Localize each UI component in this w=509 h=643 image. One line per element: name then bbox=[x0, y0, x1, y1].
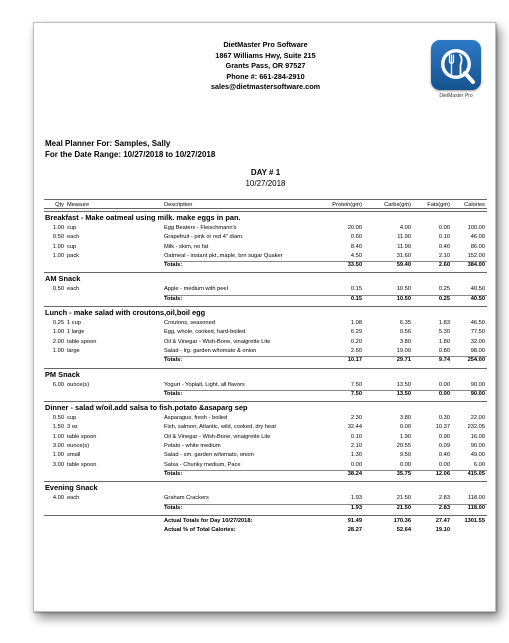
planner-client: Meal Planner For: Samples, Sally bbox=[45, 139, 171, 148]
totals-carbs: 59.40 bbox=[396, 262, 411, 269]
totals-calories: 384.00 bbox=[467, 262, 485, 269]
food-row bbox=[44, 328, 487, 337]
actual-totals-row bbox=[44, 517, 487, 526]
item-qty: 6.00 bbox=[52, 381, 64, 388]
item-protein: 0.60 bbox=[350, 234, 362, 241]
table-header bbox=[44, 199, 487, 209]
totals-protein: 33.50 bbox=[347, 262, 362, 269]
food-row bbox=[44, 381, 487, 390]
totals-fats: 2.83 bbox=[438, 504, 450, 511]
item-carbs: 21.50 bbox=[396, 495, 411, 502]
totals-fats: 9.74 bbox=[438, 357, 450, 364]
meal-totals-row bbox=[44, 470, 487, 479]
meal-section bbox=[44, 211, 487, 270]
meal-totals-row bbox=[44, 504, 487, 513]
food-row bbox=[44, 252, 487, 261]
item-measure: cup bbox=[67, 415, 77, 422]
item-carbs: 19.00 bbox=[396, 347, 411, 354]
totals-label: Totals: bbox=[164, 470, 183, 477]
item-description: Oil & Vinegar - Wish-Bone, vinaigrette Lite bbox=[164, 433, 271, 440]
item-measure: small bbox=[67, 452, 81, 459]
meal-title: Dinner - salad w/oil.add salsa to fish.potato &asaparg sep bbox=[45, 403, 248, 413]
item-description: Grapefruit - pink or red 4" diam. bbox=[164, 234, 244, 241]
item-description: Apple - medium with peel bbox=[164, 286, 228, 293]
item-calories: 77.50 bbox=[470, 329, 485, 336]
item-fats: 0.10 bbox=[438, 234, 450, 241]
item-protein: 7.50 bbox=[350, 381, 362, 388]
item-protein: 0.00 bbox=[350, 461, 362, 468]
food-row bbox=[44, 243, 487, 252]
item-calories: 90.00 bbox=[470, 443, 485, 450]
item-fats: 0.25 bbox=[438, 286, 450, 293]
item-fats: 0.00 bbox=[438, 381, 450, 388]
totals-protein: 10.17 bbox=[347, 357, 362, 364]
item-protein: 0.20 bbox=[350, 338, 362, 345]
item-carbs: 20.55 bbox=[396, 443, 411, 450]
totals-protein: 7.50 bbox=[350, 390, 362, 397]
item-protein: 8.40 bbox=[350, 243, 362, 250]
meals-list bbox=[44, 211, 487, 513]
item-qty: 3.00 bbox=[52, 461, 64, 468]
actual-totals-label: Actual Totals for Day 10/27/2018: bbox=[164, 517, 253, 524]
totals-fats: 0.00 bbox=[438, 390, 450, 397]
column-header-fats: Fats(gm) bbox=[427, 202, 450, 208]
meal-table bbox=[44, 199, 487, 535]
item-protein: 20.00 bbox=[347, 225, 362, 231]
dietmaster-logo bbox=[428, 40, 484, 102]
item-measure: cup bbox=[67, 243, 77, 250]
item-measure: each bbox=[67, 286, 80, 293]
item-protein: 2.60 bbox=[350, 347, 362, 354]
food-row bbox=[44, 285, 487, 294]
column-header-qty: Qty bbox=[55, 202, 64, 208]
item-qty: 2.00 bbox=[52, 338, 64, 345]
planner-range: For the Date Range: 10/27/2018 to 10/27/2018 bbox=[45, 150, 216, 159]
item-measure: large bbox=[67, 347, 80, 354]
totals-calories: 254.00 bbox=[467, 357, 485, 364]
totals-fats: 12.06 bbox=[435, 470, 450, 477]
item-fats: 5.30 bbox=[438, 329, 450, 336]
item-carbs: 1.90 bbox=[399, 433, 411, 440]
meal-totals-row bbox=[44, 295, 487, 304]
meal-title: Lunch - make salad with croutons,oil,boil egg bbox=[45, 308, 206, 318]
item-calories: 98.00 bbox=[470, 347, 485, 354]
item-protein: 1.08 bbox=[350, 320, 362, 327]
totals-protein: 0.15 bbox=[350, 295, 362, 302]
food-row bbox=[44, 338, 487, 347]
food-row bbox=[44, 233, 487, 242]
item-measure: 1 large bbox=[67, 329, 85, 336]
item-calories: 22.00 bbox=[470, 415, 485, 422]
item-description: Potato - white medium bbox=[164, 443, 221, 450]
food-row bbox=[44, 442, 487, 451]
item-measure: table spoon bbox=[67, 433, 97, 440]
column-header-carbs: Carbs(gm) bbox=[384, 202, 411, 208]
item-description: Graham Crackers bbox=[164, 495, 209, 502]
meal-title: Evening Snack bbox=[45, 483, 98, 493]
percent-fats: 19.10 bbox=[435, 527, 450, 534]
item-calories: 232.05 bbox=[467, 424, 485, 431]
item-fats: 0.09 bbox=[438, 443, 450, 450]
item-measure: table spoon bbox=[67, 461, 97, 468]
item-measure: cup bbox=[67, 225, 77, 231]
day-title: DAY # 1 bbox=[250, 168, 281, 177]
item-qty: 1.00 bbox=[52, 225, 64, 231]
company-phone: Phone #: 661-284-2910 bbox=[226, 71, 305, 81]
food-row bbox=[44, 423, 487, 432]
item-protein: 4.50 bbox=[350, 252, 362, 259]
company-city: Grants Pass, OR 97527 bbox=[225, 61, 306, 71]
item-description: Egg Beaters - Fleischmann's bbox=[164, 225, 237, 231]
actual-calories: 1301.55 bbox=[464, 517, 485, 524]
item-measure: each bbox=[67, 495, 80, 502]
column-header-calories: Calories bbox=[464, 202, 485, 208]
totals-label: Totals: bbox=[164, 357, 183, 364]
percent-calories-row bbox=[44, 526, 487, 535]
totals-calories: 40.50 bbox=[470, 295, 485, 302]
item-measure: each bbox=[67, 234, 80, 241]
day-date: 10/27/2018 bbox=[245, 178, 286, 188]
food-row bbox=[44, 224, 487, 233]
item-measure: table spoon bbox=[67, 338, 97, 345]
item-carbs: 4.00 bbox=[399, 225, 411, 231]
item-qty: 0.50 bbox=[52, 286, 64, 293]
item-qty: 3.00 bbox=[52, 443, 64, 450]
item-description: Asparagus, fresh - boiled bbox=[164, 415, 228, 422]
company-email: sales@dietmastersoftware.com bbox=[210, 82, 321, 92]
totals-carbs: 13.50 bbox=[396, 390, 411, 397]
item-calories: 152.00 bbox=[467, 252, 485, 259]
logo-caption: DietMaster Pro bbox=[439, 93, 473, 99]
item-qty: 1.00 bbox=[52, 329, 64, 336]
item-carbs: 3.80 bbox=[399, 338, 411, 345]
totals-carbs: 35.75 bbox=[396, 470, 411, 477]
item-carbs: 3.80 bbox=[399, 415, 411, 422]
item-calories: 100.00 bbox=[467, 225, 485, 231]
item-calories: 40.50 bbox=[470, 286, 485, 293]
item-calories: 6.00 bbox=[473, 461, 485, 468]
item-carbs: 11.90 bbox=[397, 234, 411, 241]
meal-title: Breakfast - Make oatmeal using milk. make eggs in pan. bbox=[45, 213, 241, 222]
item-description: Yogurt - Yoplait, Light, all flavors bbox=[164, 381, 245, 388]
item-description: Fish, salmon, Atlantic, wild, cooked, dry heat bbox=[164, 424, 276, 431]
actual-fats: 27.47 bbox=[435, 517, 450, 524]
item-qty: 1.00 bbox=[52, 252, 64, 259]
item-protein: 0.10 bbox=[350, 433, 362, 440]
item-carbs: 31.60 bbox=[396, 252, 411, 259]
item-carbs: 6.35 bbox=[399, 320, 411, 327]
item-qty: 1.50 bbox=[52, 424, 64, 431]
totals-protein: 1.93 bbox=[350, 504, 362, 511]
percent-protein: 28.27 bbox=[347, 527, 362, 534]
totals-calories: 415.05 bbox=[467, 470, 485, 477]
item-calories: 118.00 bbox=[468, 495, 485, 502]
planner-info bbox=[45, 138, 215, 160]
report-page bbox=[33, 22, 496, 612]
item-fats: 0.40 bbox=[438, 243, 450, 250]
item-fats: 0.80 bbox=[438, 347, 450, 354]
totals-protein: 38.24 bbox=[347, 470, 362, 477]
fork-knife-icon bbox=[431, 40, 481, 90]
item-description: Salad - sm. garden w/tomato, onion bbox=[164, 452, 254, 459]
meal-totals-row bbox=[44, 390, 487, 399]
food-row bbox=[44, 433, 487, 442]
actual-protein: 91.49 bbox=[347, 517, 362, 524]
item-calories: 90.00 bbox=[470, 381, 485, 388]
column-header-protein: Protein(gm) bbox=[332, 202, 362, 208]
item-fats: 0.40 bbox=[438, 452, 450, 459]
meal-section bbox=[44, 306, 487, 365]
item-fats: 2.10 bbox=[438, 252, 450, 259]
item-calories: 49.00 bbox=[470, 452, 485, 459]
item-description: Oil & Vinegar - Wish-Bone, vinaigrette Lite bbox=[164, 338, 271, 345]
totals-carbs: 21.50 bbox=[396, 504, 411, 511]
item-calories: 16.00 bbox=[470, 433, 485, 440]
food-row bbox=[44, 414, 487, 423]
item-protein: 1.30 bbox=[350, 452, 362, 459]
item-carbs: 0.56 bbox=[399, 329, 411, 336]
item-protein: 2.30 bbox=[350, 415, 362, 422]
totals-label: Totals: bbox=[164, 262, 183, 269]
item-fats: 10.37 bbox=[435, 424, 450, 431]
item-qty: 1.00 bbox=[52, 243, 64, 250]
item-description: Salad - lrg. garden w/tomato & onion bbox=[164, 347, 257, 354]
item-description: Croutons, seasoned bbox=[164, 320, 215, 327]
totals-calories: 90.00 bbox=[470, 390, 485, 397]
totals-label: Totals: bbox=[164, 295, 183, 302]
item-calories: 86.00 bbox=[470, 243, 485, 250]
totals-carbs: 10.50 bbox=[396, 295, 411, 302]
food-row bbox=[44, 319, 487, 328]
item-qty: 1.00 bbox=[52, 433, 64, 440]
totals-calories: 118.00 bbox=[467, 504, 485, 511]
item-fats: 2.83 bbox=[438, 495, 450, 502]
totals-fats: 2.60 bbox=[438, 262, 450, 269]
percent-calories-label: Actual % of Total Calories: bbox=[164, 527, 236, 534]
food-row bbox=[44, 347, 487, 356]
item-qty: 1.00 bbox=[52, 452, 64, 459]
meal-totals-row bbox=[44, 261, 487, 270]
totals-label: Totals: bbox=[164, 390, 183, 397]
totals-carbs: 29.71 bbox=[396, 357, 411, 364]
item-carbs: 10.50 bbox=[396, 286, 411, 293]
item-measure: 1 cup bbox=[67, 320, 81, 327]
totals-label: Totals: bbox=[164, 504, 183, 511]
meal-section bbox=[44, 481, 487, 513]
food-row bbox=[44, 461, 487, 470]
item-fats: 0.00 bbox=[438, 461, 450, 468]
company-name: DietMaster Pro Software bbox=[223, 40, 308, 49]
item-qty: 1.00 bbox=[52, 347, 64, 354]
item-fats: 1.83 bbox=[438, 320, 450, 327]
item-description: Oatmeal - instant pkt.,maple, brn sugar Quaker bbox=[164, 252, 283, 259]
item-fats: 0.00 bbox=[438, 225, 450, 231]
item-fats: 0.30 bbox=[438, 415, 450, 422]
meal-section bbox=[44, 401, 487, 479]
meal-section bbox=[44, 368, 487, 400]
item-carbs: 0.00 bbox=[399, 424, 411, 431]
meal-section bbox=[44, 272, 487, 304]
column-header-measure: Measure bbox=[67, 202, 90, 208]
item-protein: 2.10 bbox=[350, 443, 362, 450]
day-heading bbox=[34, 168, 497, 189]
item-fats: 1.80 bbox=[438, 338, 450, 345]
meal-title: PM Snack bbox=[45, 369, 80, 379]
item-calories: 46.50 bbox=[470, 320, 485, 327]
percent-carbs: 52.64 bbox=[396, 527, 411, 534]
item-measure: ounce(s) bbox=[67, 381, 90, 388]
item-description: Egg, whole, cooked, hard-boiled bbox=[164, 329, 246, 336]
item-qty: 0.25 bbox=[52, 320, 64, 327]
item-carbs: 11.90 bbox=[397, 243, 411, 250]
item-protein: 1.93 bbox=[350, 495, 362, 502]
actual-carbs: 170.36 bbox=[393, 517, 411, 524]
item-carbs: 9.50 bbox=[399, 452, 411, 459]
item-carbs: 13.50 bbox=[396, 381, 411, 388]
item-carbs: 0.00 bbox=[399, 461, 411, 468]
item-calories: 32.00 bbox=[470, 338, 485, 345]
item-fats: 0.90 bbox=[438, 433, 450, 440]
item-description: Milk - skim, no fat bbox=[164, 243, 209, 250]
food-row bbox=[44, 494, 487, 503]
item-qty: 4.00 bbox=[52, 495, 64, 502]
company-address: 1867 Williams Hwy, Suite 215 bbox=[215, 50, 316, 60]
grand-totals bbox=[44, 515, 487, 536]
item-protein: 6.29 bbox=[350, 329, 362, 336]
item-protein: 32.44 bbox=[347, 424, 362, 431]
totals-fats: 0.25 bbox=[438, 295, 450, 302]
food-row bbox=[44, 451, 487, 460]
item-qty: 0.50 bbox=[52, 234, 64, 241]
item-calories: 46.00 bbox=[470, 234, 485, 241]
item-measure: pack bbox=[67, 252, 80, 259]
item-description: Salsa - Chunky medium, Pace bbox=[164, 461, 241, 468]
meal-title: AM Snack bbox=[45, 274, 81, 284]
column-header-description: Description bbox=[164, 202, 193, 208]
item-protein: 0.15 bbox=[350, 286, 362, 293]
item-measure: ounce(s) bbox=[67, 443, 90, 450]
item-measure: 3 oz bbox=[67, 424, 78, 431]
meal-totals-row bbox=[44, 356, 487, 365]
item-qty: 0.50 bbox=[52, 415, 64, 422]
